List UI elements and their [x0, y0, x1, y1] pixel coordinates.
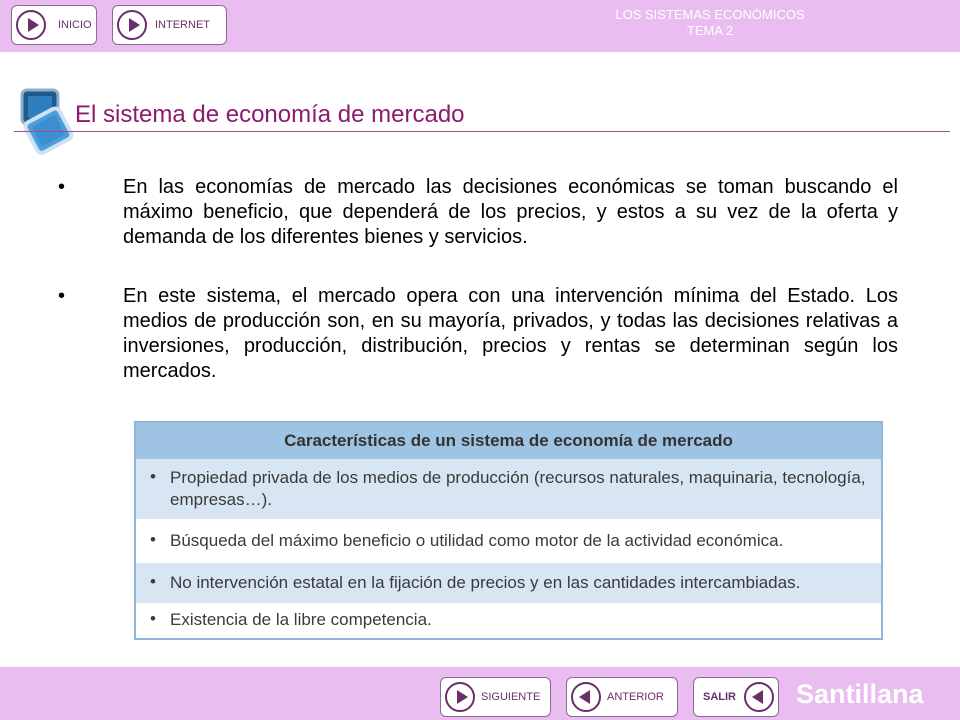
play-right-icon	[117, 10, 147, 40]
bullet-item	[58, 284, 898, 384]
siguiente-button-label: SIGUIENTE	[481, 691, 541, 703]
bullet-marker: •	[58, 176, 66, 198]
screens-icon	[14, 88, 76, 156]
bullet-text: En este sistema, el mercado opera con una intervención mínima del Estado. Los medios de producción son, en su mayoría, privados, y todas las decisiones relativas a inversiones, producción, distribución, precios y rentas se determinan según los mercados.	[123, 285, 898, 382]
play-right-icon	[16, 10, 46, 40]
inicio-button[interactable]	[11, 5, 97, 45]
bullet-item	[58, 175, 898, 250]
inicio-button-label: INICIO	[58, 19, 92, 31]
characteristics-table	[134, 421, 883, 640]
play-right-icon	[445, 682, 475, 712]
table-row-text: Búsqueda del máximo beneficio o utilidad como motor de la actividad económica.	[170, 531, 784, 550]
page-title: El sistema de economía de mercado	[75, 101, 465, 128]
salir-button[interactable]	[693, 677, 779, 717]
salir-button-label: SALIR	[703, 691, 736, 703]
section-title-line2: TEMA 2	[686, 23, 734, 38]
table-row-marker: •	[150, 530, 156, 549]
brand-logo: Santillana	[796, 679, 924, 709]
table-header: Características de un sistema de economía de mercado	[136, 423, 881, 459]
bullet-marker: •	[58, 285, 66, 307]
play-left-icon	[571, 682, 601, 712]
bullet-list	[58, 175, 898, 384]
anterior-button-label: ANTERIOR	[607, 691, 664, 703]
table-row-marker: •	[150, 609, 156, 628]
section-title	[560, 7, 860, 39]
table-row-text: Existencia de la libre competencia.	[170, 610, 432, 629]
internet-button-label: INTERNET	[155, 19, 210, 31]
table-row-text: Propiedad privada de los medios de producción (recursos naturales, maquinaria, tecnología, empresas…).	[170, 468, 866, 509]
anterior-button[interactable]	[566, 677, 678, 717]
internet-button[interactable]	[112, 5, 227, 45]
play-left-icon	[744, 682, 774, 712]
table-row	[136, 563, 881, 603]
bullet-text: En las economías de mercado las decisiones económicas se toman buscando el máximo beneficio, que dependerá de los precios, y estos a su vez de la oferta y demanda de los diferentes bienes y servicios.	[123, 176, 898, 248]
title-divider	[14, 131, 950, 132]
table-row	[136, 519, 881, 563]
table-row-text: No intervención estatal en la fijación de precios y en las cantidades intercambiadas.	[170, 573, 801, 592]
table-row-marker: •	[150, 467, 156, 486]
table-row	[136, 459, 881, 519]
siguiente-button[interactable]	[440, 677, 551, 717]
section-title-line1: LOS SISTEMAS ECONÓMICOS	[615, 7, 805, 22]
table-row-marker: •	[150, 572, 156, 591]
table-row	[136, 603, 881, 638]
